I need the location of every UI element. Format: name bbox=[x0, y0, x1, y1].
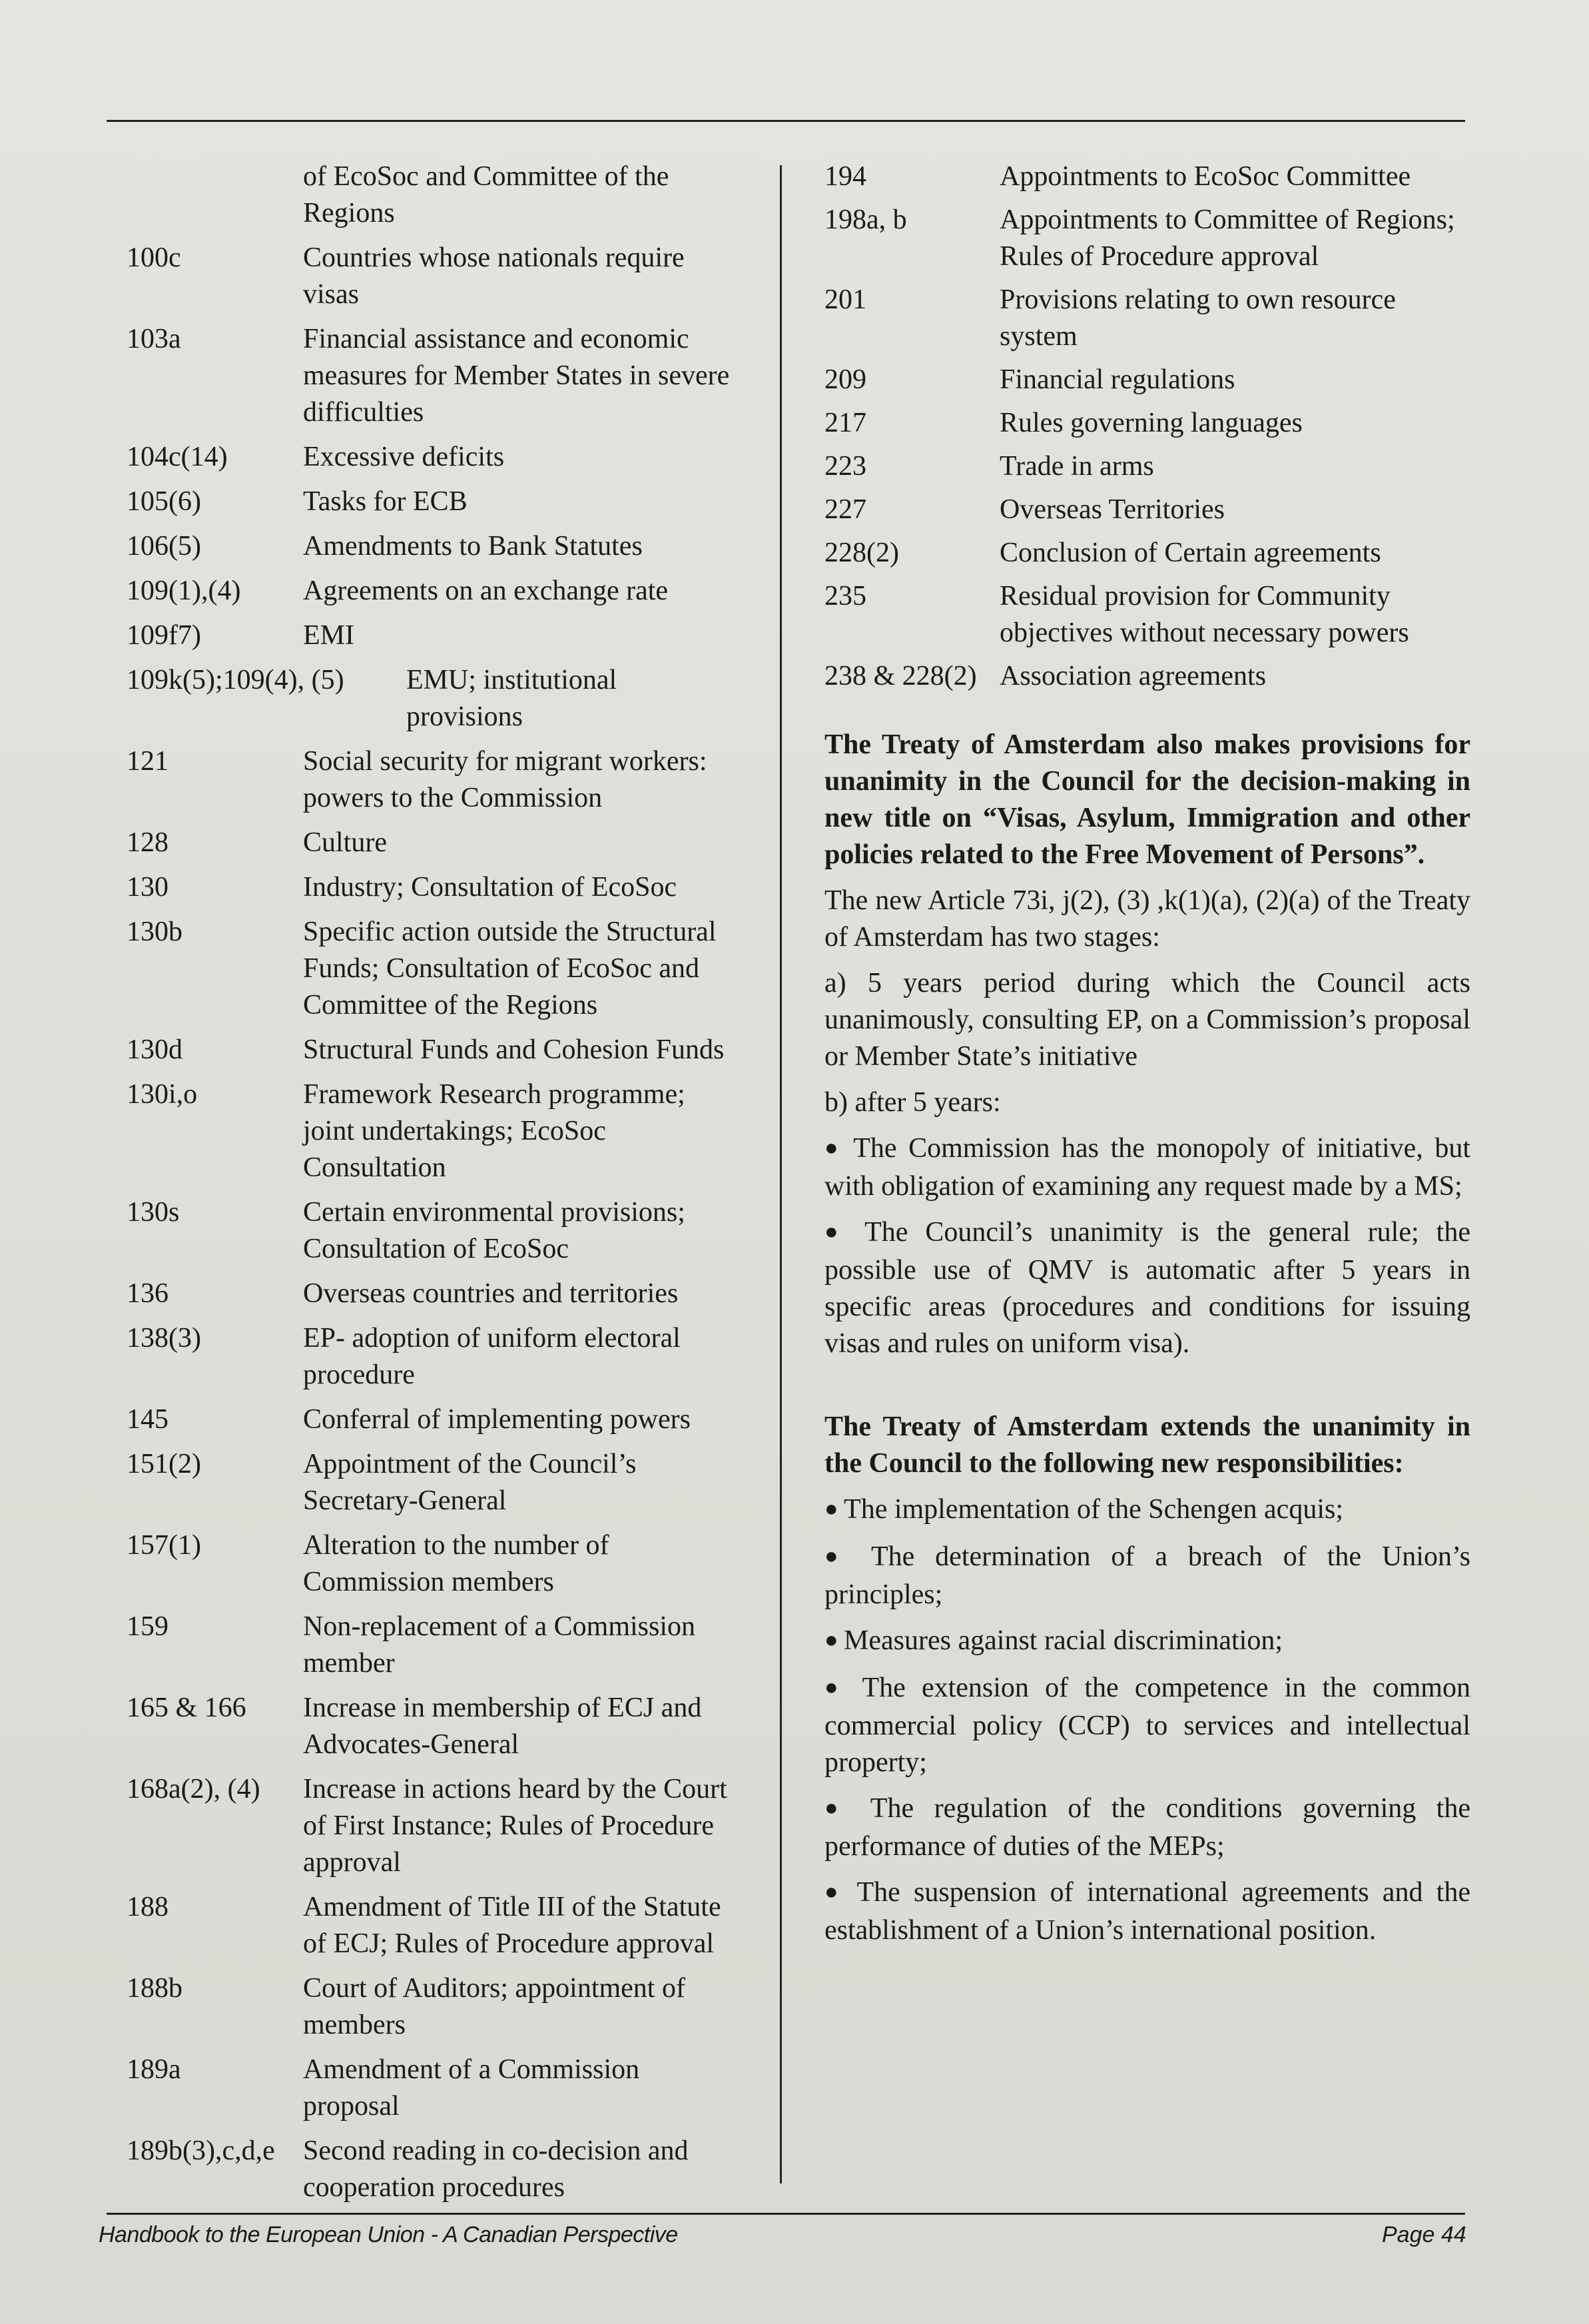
article-number: 130b bbox=[127, 917, 182, 947]
stage-b-bullet: ● The Council’s unanimity is the general rule; the possible use of QMV is automatic after 5 years in specific areas (procedures and conditions for issuing visas and rules on uniform visa). bbox=[824, 1214, 1470, 1362]
footer-title: Handbook to the European Union - A Canadian Perspective bbox=[99, 2222, 678, 2247]
article-row bbox=[127, 1194, 739, 1268]
article-description: Amendment of Title III of the Statute of ECJ; Rules of Procedure approval bbox=[303, 1892, 721, 1959]
extends-bullet: ● The suspension of international agreements and the establishment of a Union’s international position. bbox=[824, 1874, 1470, 1949]
article-number: 189a bbox=[127, 2054, 181, 2085]
article-description: Non-replacement of a Commission member bbox=[303, 1611, 696, 1679]
article-row bbox=[127, 662, 739, 735]
article-description: Excessive deficits bbox=[303, 442, 505, 472]
article-row bbox=[824, 492, 1470, 528]
article-number: 159 bbox=[127, 1611, 168, 1642]
article-description: EP- adoption of uniform electoral procedure bbox=[303, 1323, 681, 1390]
article-number: 151(2) bbox=[127, 1449, 201, 1479]
article-row bbox=[127, 1076, 739, 1186]
article-description: Rules governing languages bbox=[1000, 408, 1303, 438]
article-number: 209 bbox=[824, 364, 866, 395]
article-row bbox=[127, 2052, 739, 2125]
article-row bbox=[127, 1970, 739, 2044]
article-description: EMU; institutional provisions bbox=[406, 665, 617, 732]
article-description: Alteration to the number of Commission members bbox=[303, 1530, 609, 1597]
article-row bbox=[127, 869, 739, 906]
article-number bbox=[127, 159, 303, 232]
article-row bbox=[127, 825, 739, 861]
article-description: Court of Auditors; appointment of members bbox=[303, 1973, 685, 2040]
article-row bbox=[127, 1771, 739, 1881]
article-row bbox=[127, 1401, 739, 1438]
article-description: Conclusion of Certain agreements bbox=[1000, 538, 1381, 568]
article-description: Overseas countries and territories bbox=[303, 1278, 679, 1309]
article-row bbox=[824, 282, 1470, 355]
article-row bbox=[127, 240, 739, 313]
article-number: 130 bbox=[127, 872, 168, 903]
article-number: 194 bbox=[824, 161, 866, 192]
article-number: 130d bbox=[127, 1034, 182, 1065]
article-number: 130s bbox=[127, 1197, 180, 1228]
article-number: 157(1) bbox=[127, 1530, 201, 1561]
article-row bbox=[824, 578, 1470, 651]
article-description: Overseas Territories bbox=[1000, 494, 1225, 525]
article-description: of EcoSoc and Committee of the Regions bbox=[303, 161, 669, 228]
footer-rule bbox=[107, 2213, 1465, 2215]
article-row bbox=[824, 658, 1470, 695]
header-rule bbox=[107, 120, 1465, 122]
article-number: 106(5) bbox=[127, 531, 201, 562]
article-row bbox=[127, 914, 739, 1024]
article-row bbox=[127, 321, 739, 431]
stage-b: b) after 5 years: bbox=[824, 1087, 1001, 1118]
article-row bbox=[127, 1527, 739, 1601]
article-number: 188b bbox=[127, 1973, 182, 2004]
extends-bullet: ● The implementation of the Schengen acquis; bbox=[824, 1491, 1470, 1529]
article-description: EMI bbox=[303, 620, 354, 651]
article-row bbox=[127, 1609, 739, 1682]
article-number: 227 bbox=[824, 494, 866, 525]
article-description: Appointment of the Council’s Secretary-General bbox=[303, 1449, 637, 1516]
article-number: 128 bbox=[127, 827, 168, 858]
article-number: 136 bbox=[127, 1278, 168, 1309]
article-number: 165 & 166 bbox=[127, 1693, 246, 1723]
visas-intro: The new Article 73i, j(2), (3) ,k(1)(a), (2)(a) of the Treaty of Amsterdam has two stages: bbox=[824, 885, 1470, 953]
article-number: 217 bbox=[824, 408, 866, 438]
article-row bbox=[127, 159, 739, 232]
article-number: 198a, b bbox=[824, 204, 907, 235]
article-description: Provisions relating to own resource system bbox=[1000, 284, 1396, 352]
article-row bbox=[824, 448, 1470, 485]
article-description: Tasks for ECB bbox=[303, 486, 468, 517]
article-row bbox=[824, 535, 1470, 572]
article-number: 105(6) bbox=[127, 486, 201, 517]
article-description: Financial regulations bbox=[1000, 364, 1235, 395]
article-number: 121 bbox=[127, 746, 168, 777]
article-number: 138(3) bbox=[127, 1323, 201, 1354]
article-description: Trade in arms bbox=[1000, 451, 1154, 482]
article-number: 168a(2), (4) bbox=[127, 1774, 260, 1804]
article-row bbox=[127, 1889, 739, 1962]
extends-bullet: ● The extension of the competence in the common commercial policy (CCP) to services and intellectual property; bbox=[824, 1670, 1470, 1781]
article-number: 104c(14) bbox=[127, 442, 228, 472]
extends-bullet: ● The determination of a breach of the Union’s principles; bbox=[824, 1539, 1470, 1613]
article-description: Appointments to Committee of Regions; Rules of Procedure approval bbox=[1000, 204, 1455, 272]
article-number: 238 & 228(2) bbox=[824, 661, 977, 691]
stage-b-bullet: ● The Commission has the monopoly of initiative, but with obligation of examining any request made by a MS; bbox=[824, 1130, 1470, 1205]
article-description: Second reading in co-decision and cooperation procedures bbox=[303, 2135, 689, 2203]
stage-a: a) 5 years period during which the Council acts unanimously, consulting EP, on a Commission’s proposal or Member State’s initiative bbox=[824, 968, 1470, 1072]
article-number: 130i,o bbox=[127, 1079, 198, 1110]
article-row bbox=[824, 405, 1470, 442]
article-number: 100c bbox=[127, 242, 181, 273]
article-row bbox=[127, 617, 739, 654]
article-description: Appointments to EcoSoc Committee bbox=[1000, 161, 1411, 192]
article-number: 228(2) bbox=[824, 538, 899, 568]
article-description: Increase in actions heard by the Court of First Instance; Rules of Procedure approval bbox=[303, 1774, 727, 1878]
right-column-article-list bbox=[824, 159, 1470, 695]
column-divider bbox=[780, 165, 782, 2183]
article-number: 109f7) bbox=[127, 620, 201, 651]
article-row bbox=[824, 159, 1470, 195]
article-description: Conferral of implementing powers bbox=[303, 1404, 691, 1435]
article-number: 189b(3),c,d,e bbox=[127, 2135, 275, 2166]
article-row bbox=[127, 1276, 739, 1312]
article-number: 145 bbox=[127, 1404, 168, 1435]
article-row bbox=[127, 528, 739, 565]
visas-heading: The Treaty of Amsterdam also makes provisions for unanimity in the Council for the decision-making in new title on “Visas, Asylum, Immigration and other policies related to the Free Movement of Persons”. bbox=[824, 729, 1470, 870]
article-row bbox=[127, 2133, 739, 2206]
article-row bbox=[824, 202, 1470, 275]
article-description: Certain environmental provisions; Consultation of EcoSoc bbox=[303, 1197, 685, 1264]
article-description: Specific action outside the Structural Funds; Consultation of EcoSoc and Committee of the Regions bbox=[303, 917, 717, 1020]
article-description: Culture bbox=[303, 827, 387, 858]
article-number: 223 bbox=[824, 451, 866, 482]
article-description: Industry; Consultation of EcoSoc bbox=[303, 872, 677, 903]
article-number: 103a bbox=[127, 324, 181, 354]
article-description: Association agreements bbox=[1000, 661, 1267, 691]
extends-heading: The Treaty of Amsterdam extends the unanimity in the Council to the following new responsibilities: bbox=[824, 1411, 1470, 1479]
article-row bbox=[127, 1320, 739, 1393]
article-description: Social security for migrant workers: powers to the Commission bbox=[303, 746, 707, 813]
article-row bbox=[127, 1032, 739, 1068]
article-row bbox=[127, 1690, 739, 1763]
article-number: 109(1),(4) bbox=[127, 576, 241, 606]
article-description: Countries whose nationals require visas bbox=[303, 242, 685, 310]
article-row bbox=[824, 362, 1470, 398]
article-number: 201 bbox=[824, 284, 866, 315]
article-number: 109k(5);109(4), (5) bbox=[127, 665, 344, 695]
article-row bbox=[127, 1446, 739, 1519]
article-row bbox=[127, 484, 739, 520]
article-description: Residual provision for Community objectives without necessary powers bbox=[1000, 581, 1409, 648]
page-number: Page 44 bbox=[1382, 2222, 1466, 2247]
article-row bbox=[127, 573, 739, 609]
extends-bullet: ● The regulation of the conditions governing the performance of duties of the MEPs; bbox=[824, 1790, 1470, 1865]
article-description: Amendments to Bank Statutes bbox=[303, 531, 643, 562]
article-number: 235 bbox=[824, 581, 866, 611]
right-column bbox=[824, 159, 1470, 1949]
article-row bbox=[127, 743, 739, 817]
article-row bbox=[127, 439, 739, 476]
article-number: 188 bbox=[127, 1892, 168, 1922]
article-description: Amendment of a Commission proposal bbox=[303, 2054, 640, 2122]
left-column-article-list bbox=[127, 159, 739, 2214]
article-description: Framework Research programme; joint undertakings; EcoSoc Consultation bbox=[303, 1079, 685, 1183]
article-description: Structural Funds and Cohesion Funds bbox=[303, 1034, 725, 1065]
article-description: Increase in membership of ECJ and Advocates-General bbox=[303, 1693, 702, 1760]
article-description: Financial assistance and economic measures for Member States in severe difficulties bbox=[303, 324, 730, 428]
article-description: Agreements on an exchange rate bbox=[303, 576, 669, 606]
extends-bullet: ● Measures against racial discrimination; bbox=[824, 1623, 1470, 1661]
